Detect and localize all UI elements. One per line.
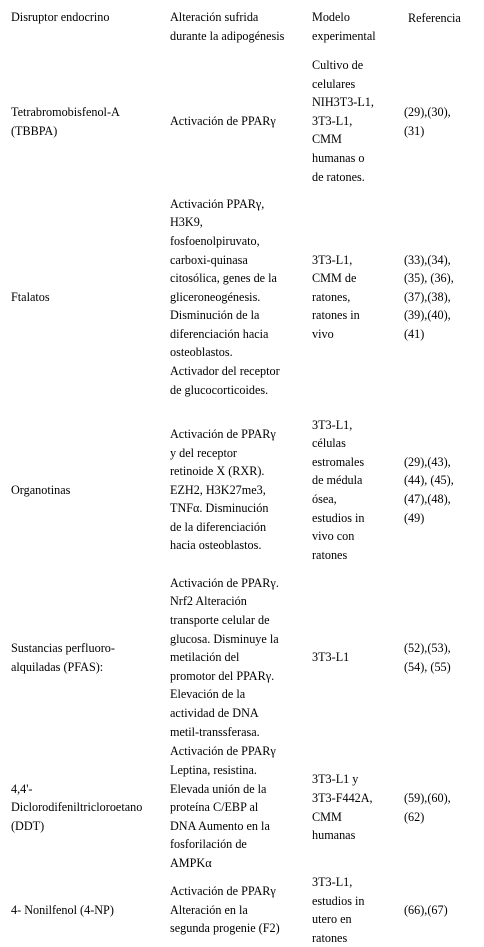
table-row bbox=[0, 742, 484, 873]
cell-modelo: 3T3-L1, CMM de ratones, ratones in vivo bbox=[312, 252, 360, 341]
table-row bbox=[0, 873, 484, 947]
cell-modelo: 3T3-L1, estudios in utero en ratones bbox=[312, 875, 365, 945]
cell-referencia: (29),(30), (31) bbox=[404, 104, 451, 138]
cell-disruptor: Sustancias perfluoro- alquiladas (PFAS): bbox=[11, 640, 115, 674]
cell-alteracion: Activación de PPARγ Alteración en la segunda progenie (F2) bbox=[170, 884, 280, 936]
cell-disruptor: Organotinas bbox=[11, 482, 71, 497]
cell-disruptor: 4,4'- Diclorodifeniltricloroetano (DDT) bbox=[11, 781, 143, 833]
header-alteracion: Alteración sufrida durante la adipogénesis bbox=[170, 10, 285, 43]
cell-referencia: (33),(34), (35), (36), (37),(38), (39),(40), (41) bbox=[404, 252, 454, 341]
cell-disruptor: Ftalatos bbox=[11, 289, 50, 304]
cell-disruptor: Tetrabromobisfenol-A (TBBPA) bbox=[11, 104, 120, 138]
cell-alteracion: Activación de PPARγ bbox=[170, 114, 276, 129]
cell-referencia: (29),(43), (44), (45), (47),(48), (49) bbox=[404, 454, 454, 525]
table-row bbox=[0, 56, 484, 187]
cell-disruptor: 4- Nonilfenol (4-NP) bbox=[11, 902, 114, 917]
cell-modelo: 3T3-L1, células estromales de médula ósea, estudios in vivo con ratones bbox=[312, 417, 365, 562]
cell-modelo: 3T3-L1 y 3T3-F442A, CMM humanas bbox=[312, 772, 373, 843]
cell-alteracion: Activación de PPARγ. Nrf2 Alteración transporte celular de glucosa. Disminuye la metilación del promotor del PPARγ. Elevación de la actividad de DNA metil-transsferasa. bbox=[170, 575, 279, 739]
cell-referencia: (52),(53), (54), (55) bbox=[404, 640, 451, 674]
cell-alteracion: Activación de PPARγ y del receptor retinoide X (RXR). EZH2, H3K27me3, TNFα. Disminución de la diferenciación hacia osteoblastos. bbox=[170, 426, 276, 553]
table-header-row bbox=[0, 0, 484, 56]
cell-modelo: 3T3-L1 bbox=[312, 650, 350, 665]
cell-modelo: Cultivo de celulares NIH3T3-L1, 3T3-L1, CMM humanas o de ratones. bbox=[312, 58, 374, 184]
cell-alteracion: Activación PPARγ, H3K9, fosfoenolpiruvato, carboxi-quinasa citosólica, genes de la gliceroneogénesis. Disminución de la diferenciación hacia osteoblastos. Activador del receptor de glucocorticoides. bbox=[170, 196, 280, 397]
header-referencia: Referencia bbox=[408, 11, 461, 25]
header-disruptor: Disruptor endocrino bbox=[11, 10, 110, 24]
table-row bbox=[0, 573, 484, 742]
cell-referencia: (59),(60), (62) bbox=[404, 790, 451, 824]
cell-alteracion: Activación de PPARγ Leptina, resistina. Elevada unión de la proteína C/EBP al DNA Aumento en la fosforilación de AMPKα bbox=[170, 744, 276, 870]
cell-referencia: (66),(67) bbox=[404, 902, 448, 917]
table-row bbox=[0, 407, 484, 573]
header-modelo: Modelo experimental bbox=[312, 10, 376, 43]
table-row bbox=[0, 187, 484, 407]
